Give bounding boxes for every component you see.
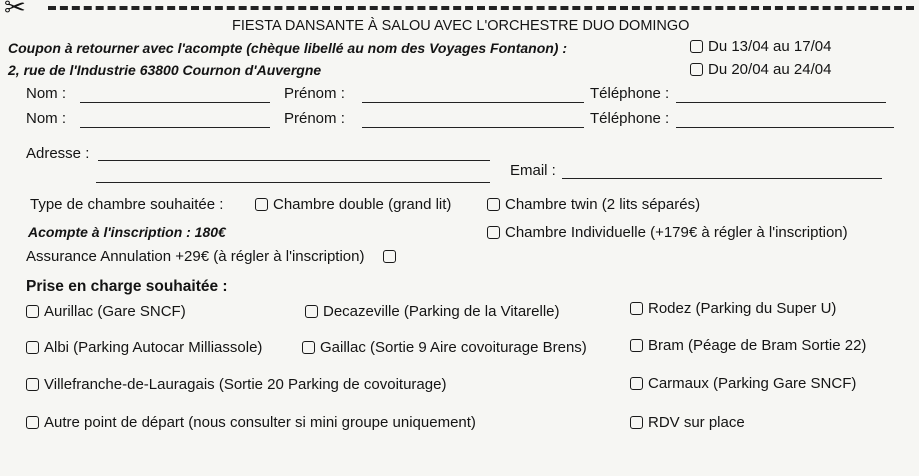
pickup-rodez[interactable] xyxy=(630,300,836,317)
nom-label-2: Nom : xyxy=(26,110,67,127)
assurance-option[interactable] xyxy=(26,248,401,265)
chambre-individuelle-label: Chambre Individuelle (+179€ à régler à l'inscription) xyxy=(505,224,848,241)
pickup-bram-checkbox[interactable] xyxy=(630,339,643,352)
pickup-albi[interactable] xyxy=(26,339,262,356)
chambre-individuelle-checkbox[interactable] xyxy=(487,226,500,239)
pickup-gaillac[interactable] xyxy=(302,339,587,356)
coupon-address: 2, rue de l'Industrie 63800 Cournon d'Auvergne xyxy=(8,62,322,78)
pickup-decazeville-label: Decazeville (Parking de la Vitarelle) xyxy=(323,303,560,320)
date-2-checkbox[interactable] xyxy=(690,63,703,76)
assurance-label: Assurance Annulation +29€ (à régler à l'inscription) xyxy=(26,248,365,265)
date-1-label: Du 13/04 au 17/04 xyxy=(708,38,832,55)
pickup-gaillac-checkbox[interactable] xyxy=(302,341,315,354)
chambre-label: Type de chambre souhaitée : xyxy=(30,196,224,213)
pickup-decazeville[interactable] xyxy=(305,303,560,320)
chambre-individuelle-option[interactable] xyxy=(487,224,848,241)
pickup-rdv-checkbox[interactable] xyxy=(630,416,643,429)
pickup-rodez-label: Rodez (Parking du Super U) xyxy=(648,300,837,317)
pickup-carmaux-checkbox[interactable] xyxy=(630,377,643,390)
cut-line xyxy=(48,6,914,10)
date-option-1[interactable] xyxy=(690,38,831,55)
nom-label-1: Nom : xyxy=(26,85,67,102)
telephone-label-1: Téléphone : xyxy=(590,85,670,102)
adresse-input-1[interactable] xyxy=(98,160,490,161)
pickup-autre[interactable] xyxy=(26,414,476,431)
acompte-text: Acompte à l'inscription : 180€ xyxy=(28,224,226,240)
pickup-villefranche[interactable] xyxy=(26,376,446,393)
prise-heading: Prise en charge souhaitée : xyxy=(26,278,228,295)
pickup-aurillac[interactable] xyxy=(26,303,186,320)
chambre-twin-label: Chambre twin (2 lits séparés) xyxy=(505,196,701,213)
telephone-label-2: Téléphone : xyxy=(590,110,670,127)
pickup-autre-checkbox[interactable] xyxy=(26,416,39,429)
date-option-2[interactable] xyxy=(690,61,831,78)
scissors-icon: ✂ xyxy=(4,0,26,22)
pickup-albi-checkbox[interactable] xyxy=(26,341,39,354)
nom-input-2[interactable] xyxy=(80,127,270,128)
prenom-input-1[interactable] xyxy=(362,102,584,103)
adresse-input-2[interactable] xyxy=(96,182,490,183)
nom-input-1[interactable] xyxy=(80,102,270,103)
pickup-decazeville-checkbox[interactable] xyxy=(305,305,318,318)
coupon-instruction: Coupon à retourner avec l'acompte (chèque libellé au nom des Voyages Fontanon) : xyxy=(8,40,568,56)
email-input[interactable] xyxy=(562,178,882,179)
pickup-rodez-checkbox[interactable] xyxy=(630,302,643,315)
adresse-label: Adresse : xyxy=(26,145,90,162)
pickup-villefranche-checkbox[interactable] xyxy=(26,378,39,391)
chambre-double-option[interactable] xyxy=(255,196,451,213)
pickup-bram[interactable] xyxy=(630,337,866,354)
pickup-rdv[interactable] xyxy=(630,414,745,431)
pickup-autre-label: Autre point de départ (nous consulter si mini groupe uniquement) xyxy=(44,414,476,431)
prenom-input-2[interactable] xyxy=(362,127,584,128)
chambre-double-label: Chambre double (grand lit) xyxy=(273,196,452,213)
date-2-label: Du 20/04 au 24/04 xyxy=(708,61,832,78)
prenom-label-2: Prénom : xyxy=(284,110,345,127)
pickup-carmaux-label: Carmaux (Parking Gare SNCF) xyxy=(648,375,857,392)
pickup-rdv-label: RDV sur place xyxy=(648,414,745,431)
form-title: FIESTA DANSANTE À SALOU AVEC L'ORCHESTRE DUO DOMINGO xyxy=(232,18,690,34)
prenom-label-1: Prénom : xyxy=(284,85,345,102)
pickup-albi-label: Albi (Parking Autocar Milliassole) xyxy=(44,339,263,356)
telephone-input-2[interactable] xyxy=(676,127,894,128)
email-label: Email : xyxy=(510,162,556,179)
date-1-checkbox[interactable] xyxy=(690,40,703,53)
assurance-checkbox[interactable] xyxy=(383,250,396,263)
pickup-carmaux[interactable] xyxy=(630,375,856,392)
chambre-twin-option[interactable] xyxy=(487,196,700,213)
pickup-aurillac-label: Aurillac (Gare SNCF) xyxy=(44,303,186,320)
pickup-villefranche-label: Villefranche-de-Lauragais (Sortie 20 Parking de covoiturage) xyxy=(44,376,447,393)
pickup-aurillac-checkbox[interactable] xyxy=(26,305,39,318)
pickup-gaillac-label: Gaillac (Sortie 9 Aire covoiturage Brens) xyxy=(320,339,587,356)
telephone-input-1[interactable] xyxy=(676,102,886,103)
pickup-bram-label: Bram (Péage de Bram Sortie 22) xyxy=(648,337,867,354)
chambre-twin-checkbox[interactable] xyxy=(487,198,500,211)
chambre-double-checkbox[interactable] xyxy=(255,198,268,211)
